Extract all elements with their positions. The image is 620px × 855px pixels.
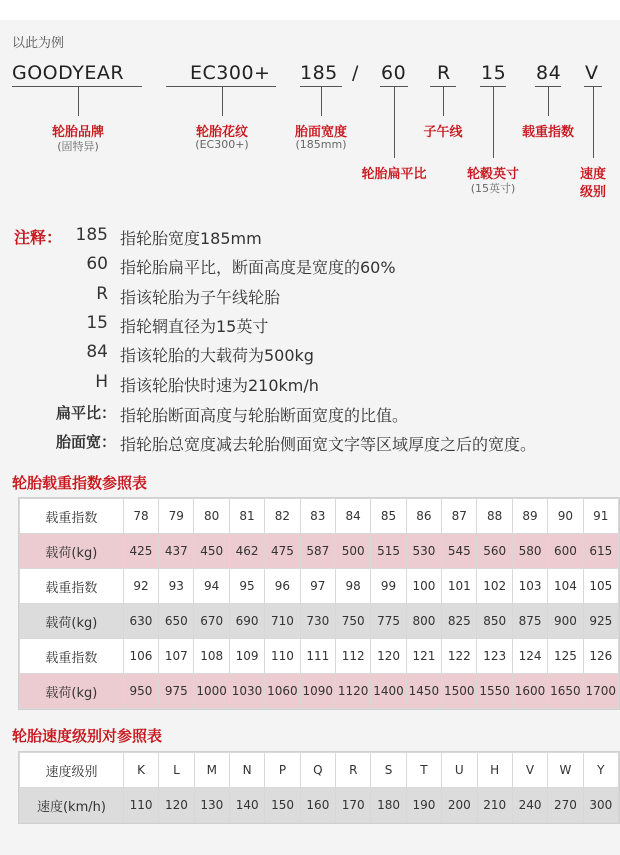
table-cell: 111 [300,639,335,674]
table-cell: 900 [548,604,583,639]
table-cell: V [512,753,547,788]
table-cell: 545 [442,534,477,569]
table-cell: 515 [371,534,406,569]
table-cell: 91 [583,499,618,534]
note-key: 15 [86,313,108,333]
table-cell: 1450 [406,674,441,709]
table-cell: 300 [583,788,618,823]
row-header: 速度(km/h) [20,788,124,823]
table-cell: 500 [335,534,370,569]
code-ratio: 60 [381,62,407,84]
row-header: 载荷(kg) [20,604,124,639]
table-cell: 240 [512,788,547,823]
table-cell: 180 [371,788,406,823]
label-rim: 轮毂英寸 [466,167,520,182]
table-cell: 82 [265,499,300,534]
table-cell: S [371,753,406,788]
table-cell: Y [583,753,618,788]
table-cell: M [194,753,229,788]
note-key: 185 [75,225,108,245]
label-ratio: 轮胎扁平比 [361,167,427,182]
table-cell: 105 [583,569,618,604]
table-cell: R [336,753,371,788]
label-load: 载重指数 [521,125,575,140]
table-cell: 87 [442,499,477,534]
table-cell: 123 [477,639,512,674]
table-cell: 170 [336,788,371,823]
table-cell: 1600 [512,674,547,709]
label-speed-2: 级别 [579,185,607,200]
table-cell: W [548,753,583,788]
load-index-row [20,499,619,534]
table-cell: 88 [477,499,512,534]
row-header: 速度级别 [20,753,124,788]
table-cell: L [159,753,194,788]
load-table [18,497,620,710]
label-rim-sub: (15英寸) [470,182,516,195]
connector-speed [593,86,594,158]
label-pattern: 轮胎花纹 [195,125,249,140]
load-table-title: 轮胎载重指数参照表 [12,474,148,492]
table-cell: 126 [583,639,618,674]
table-cell: N [229,753,264,788]
table-cell: 110 [123,788,158,823]
table-cell: 850 [477,604,512,639]
load-value-row [20,534,619,569]
code-load: 84 [536,62,562,84]
code-brand: GOODYEAR [12,62,125,84]
table-cell: 1060 [265,674,300,709]
connector-ratio [394,86,395,158]
label-width: 胎面宽度 [294,125,348,140]
table-cell: 800 [406,604,441,639]
table-cell: 925 [583,604,618,639]
table-cell: 1030 [229,674,264,709]
table-cell: 107 [159,639,194,674]
table-cell: 600 [548,534,583,569]
row-header: 载重指数 [20,569,124,604]
speed-value-row [20,788,619,823]
note-key: 84 [86,342,108,362]
note-text: 指该轮胎的大载荷为500kg [120,346,314,365]
table-cell: 775 [371,604,406,639]
speed-level-row [20,753,619,788]
row-header: 载荷(kg) [20,534,124,569]
table-cell: 1650 [548,674,583,709]
note-key: R [96,284,108,304]
table-cell: 90 [548,499,583,534]
table-cell: 190 [406,788,441,823]
table-cell: 1000 [194,674,229,709]
table-cell: 950 [123,674,158,709]
connector-load [548,86,549,116]
connector-width [321,86,322,116]
note-key: 60 [86,254,108,274]
note-text: 指轮胎总宽度减去轮胎侧面宽文字等区域厚度之后的宽度。 [120,435,537,454]
load-index-row [20,639,619,674]
table-cell: 615 [583,534,618,569]
table-cell: 450 [194,534,229,569]
table-cell: 210 [477,788,512,823]
label-brand-sub: (固特异) [57,140,99,153]
table-cell: 750 [335,604,370,639]
table-cell: 580 [512,534,547,569]
note-text: 指轮胎宽度185mm [120,229,262,248]
table-cell: 100 [406,569,441,604]
underline-brand [12,86,142,87]
load-index-row [20,569,619,604]
table-cell: 125 [548,639,583,674]
table-cell: 81 [229,499,264,534]
label-speed-1: 速度 [579,167,607,182]
note-key: 胎面宽： [55,433,116,451]
table-cell: 95 [229,569,264,604]
table-cell: 79 [159,499,194,534]
connector-pattern [222,86,223,116]
row-header: 载重指数 [20,639,124,674]
table-cell: 83 [300,499,335,534]
table-cell: 122 [442,639,477,674]
label-width-sub: (185mm) [295,138,347,151]
table-cell: 200 [442,788,477,823]
load-table-grid [19,498,619,709]
table-cell: 112 [335,639,370,674]
table-cell: 1120 [335,674,370,709]
note-key: 扁平比： [55,404,116,422]
table-cell: 108 [194,639,229,674]
table-cell: 1400 [371,674,406,709]
speed-table-grid [19,752,619,823]
table-cell: 99 [371,569,406,604]
table-cell: 1500 [442,674,477,709]
table-cell: 94 [194,569,229,604]
table-cell: 975 [159,674,194,709]
code-pattern: EC300+ [190,62,271,84]
table-cell: 425 [123,534,158,569]
label-radial: 子午线 [423,125,463,140]
table-cell: 78 [123,499,158,534]
note-text: 指轮胎断面高度与轮胎断面宽度的比值。 [120,406,409,425]
table-cell: 106 [123,639,158,674]
table-cell: 437 [159,534,194,569]
row-header: 载荷(kg) [20,674,124,709]
note-text: 指该轮胎快时速为210km/h [120,376,319,395]
code-width: 185 [300,62,338,84]
connector-radial [443,86,444,116]
table-cell: Q [300,753,335,788]
table-cell: 104 [548,569,583,604]
load-value-row [20,604,619,639]
table-cell: 650 [159,604,194,639]
table-cell: 1090 [300,674,335,709]
connector-brand [78,86,79,116]
table-cell: 97 [300,569,335,604]
underline-pattern [166,86,276,87]
label-pattern-sub: (EC300+) [195,138,249,151]
top-band [0,0,620,20]
table-cell: 140 [229,788,264,823]
notes-title: 注释： [14,228,63,247]
table-cell: 587 [300,534,335,569]
note-text: 指轮胎扁平比，断面高度是宽度的60% [120,258,396,277]
table-cell: 560 [477,534,512,569]
table-cell: 670 [194,604,229,639]
table-cell: 98 [335,569,370,604]
table-cell: 120 [371,639,406,674]
table-cell: 96 [265,569,300,604]
table-cell: T [406,753,441,788]
table-cell: 86 [406,499,441,534]
table-cell: 109 [229,639,264,674]
label-brand: 轮胎品牌 [51,125,105,140]
table-cell: 730 [300,604,335,639]
speed-table-title: 轮胎速度级别对参照表 [12,727,163,745]
table-cell: 102 [477,569,512,604]
table-cell: 875 [512,604,547,639]
table-cell: 710 [265,604,300,639]
table-cell: 121 [406,639,441,674]
note-key: H [95,372,108,392]
table-cell: 475 [265,534,300,569]
table-cell: 160 [300,788,335,823]
table-cell: 150 [265,788,300,823]
code-rim: 15 [481,62,507,84]
table-cell: 89 [512,499,547,534]
example-label: 以此为例 [12,36,65,51]
table-cell: 1550 [477,674,512,709]
connector-rim [493,86,494,158]
table-cell: 124 [512,639,547,674]
table-cell: K [123,753,158,788]
table-cell: 93 [159,569,194,604]
code-speed: V [585,62,599,84]
table-cell: 92 [123,569,158,604]
table-cell: 110 [265,639,300,674]
note-text: 指该轮胎为子午线轮胎 [120,288,281,307]
table-cell: 690 [229,604,264,639]
table-cell: 530 [406,534,441,569]
table-cell: 825 [442,604,477,639]
row-header: 载重指数 [20,499,124,534]
table-cell: P [265,753,300,788]
table-cell: 84 [335,499,370,534]
table-cell: H [477,753,512,788]
table-cell: 120 [159,788,194,823]
code-slash: / [352,62,359,84]
table-cell: 101 [442,569,477,604]
table-cell: 85 [371,499,406,534]
table-cell: U [442,753,477,788]
table-cell: 130 [194,788,229,823]
table-cell: 103 [512,569,547,604]
speed-table [18,751,620,824]
table-cell: 630 [123,604,158,639]
table-cell: 270 [548,788,583,823]
load-value-row [20,674,619,709]
table-cell: 80 [194,499,229,534]
code-radial: R [437,62,451,84]
note-text: 指轮辋直径为15英寸 [120,317,269,336]
table-cell: 1700 [583,674,618,709]
table-cell: 462 [229,534,264,569]
